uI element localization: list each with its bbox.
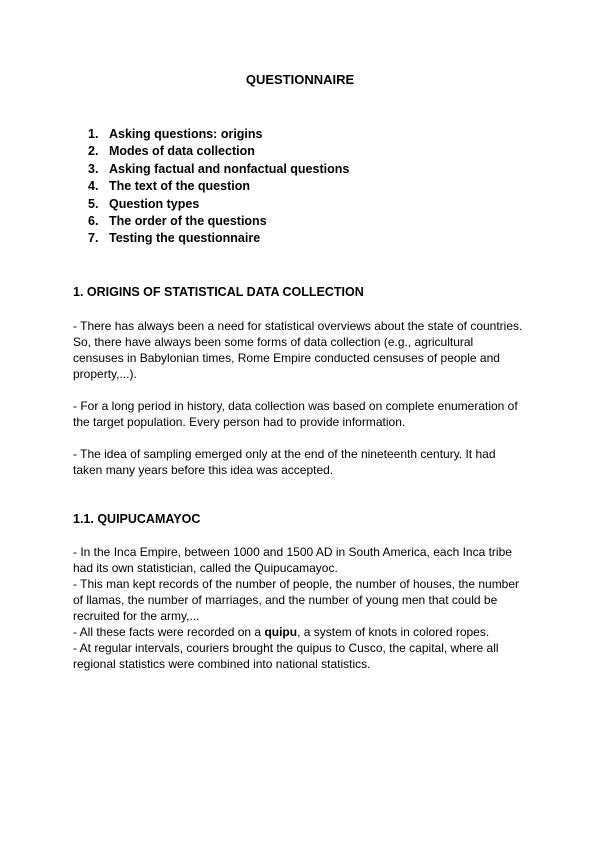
- text-line: - The idea of sampling emerged only at the end of the nineteenth century. It had: [73, 447, 496, 461]
- emphasized-term-quipu: quipu: [264, 625, 298, 639]
- text-line: recruited for the army,...: [73, 609, 200, 623]
- toc-item-label: The order of the questions: [109, 214, 267, 229]
- text-line: taken many years before this idea was accepted.: [73, 463, 334, 477]
- text-line: of llamas, the number of marriages, and the number of young men that could be: [73, 593, 498, 607]
- toc-item: [88, 178, 349, 195]
- toc-item: [88, 230, 349, 247]
- toc-item-label: The text of the question: [109, 179, 250, 194]
- toc-item-number: 6.: [88, 214, 99, 229]
- text-fragment: - All these facts were recorded on a: [73, 625, 265, 639]
- text-line: had its own statistician, called the Quipucamayoc.: [73, 561, 338, 575]
- text-line: So, there have always been some forms of data collection (e.g., agricultural: [73, 335, 474, 349]
- toc-item-number: 2.: [88, 144, 99, 159]
- text-line: - In the Inca Empire, between 1000 and 1500 AD in South America, each Inca tribe: [73, 545, 512, 559]
- document-title: QUESTIONNAIRE: [245, 72, 355, 87]
- toc-item-label: Testing the questionnaire: [109, 231, 261, 246]
- toc-item-label: Question types: [109, 196, 200, 211]
- text-fragment: , a system of knots in colored ropes.: [297, 625, 490, 639]
- text-line: property,...).: [73, 367, 137, 381]
- toc-item: [88, 213, 349, 230]
- toc-item-label: Asking factual and nonfactual questions: [109, 161, 350, 176]
- text-line: censuses in Babylonian times, Rome Empire conducted censuses of people and: [73, 351, 500, 365]
- toc-item: [88, 161, 349, 178]
- toc-item-label: Modes of data collection: [109, 144, 255, 159]
- toc-item-label: Asking questions: origins: [109, 127, 263, 141]
- toc-item-number: 5.: [88, 196, 99, 211]
- toc-item-number: 1.: [88, 127, 99, 141]
- text-line: - For a long period in history, data collection was based on complete enumeration of: [73, 399, 518, 413]
- text-line: - At regular intervals, couriers brought the quipus to Cusco, the capital, where all: [73, 641, 499, 655]
- toc-item: [88, 196, 349, 213]
- toc-item-number: 7.: [88, 231, 99, 246]
- paragraph-statistical-overviews: [73, 318, 533, 382]
- section-heading-origins: 1. ORIGINS OF STATISTICAL DATA COLLECTION: [73, 285, 364, 299]
- text-line: the target population. Every person had to provide information.: [73, 415, 406, 429]
- text-line: - This man kept records of the number of people, the number of houses, the number: [73, 577, 520, 591]
- paragraph-complete-enumeration: [73, 398, 533, 430]
- table-of-contents: [88, 126, 349, 248]
- toc-item-number: 4.: [88, 179, 99, 194]
- toc-item: [88, 143, 349, 160]
- text-line-quipu: [73, 624, 533, 640]
- toc-item-number: 3.: [88, 161, 99, 176]
- paragraph-inca-empire: [73, 544, 533, 672]
- subsection-heading-quipucamayoc: 1.1. QUIPUCAMAYOC: [73, 512, 201, 526]
- paragraph-sampling-idea: [73, 446, 533, 478]
- text-line: - There has always been a need for statistical overviews about the state of countries.: [73, 319, 523, 333]
- toc-item: [88, 126, 349, 143]
- text-line: regional statistics were combined into national statistics.: [73, 657, 371, 671]
